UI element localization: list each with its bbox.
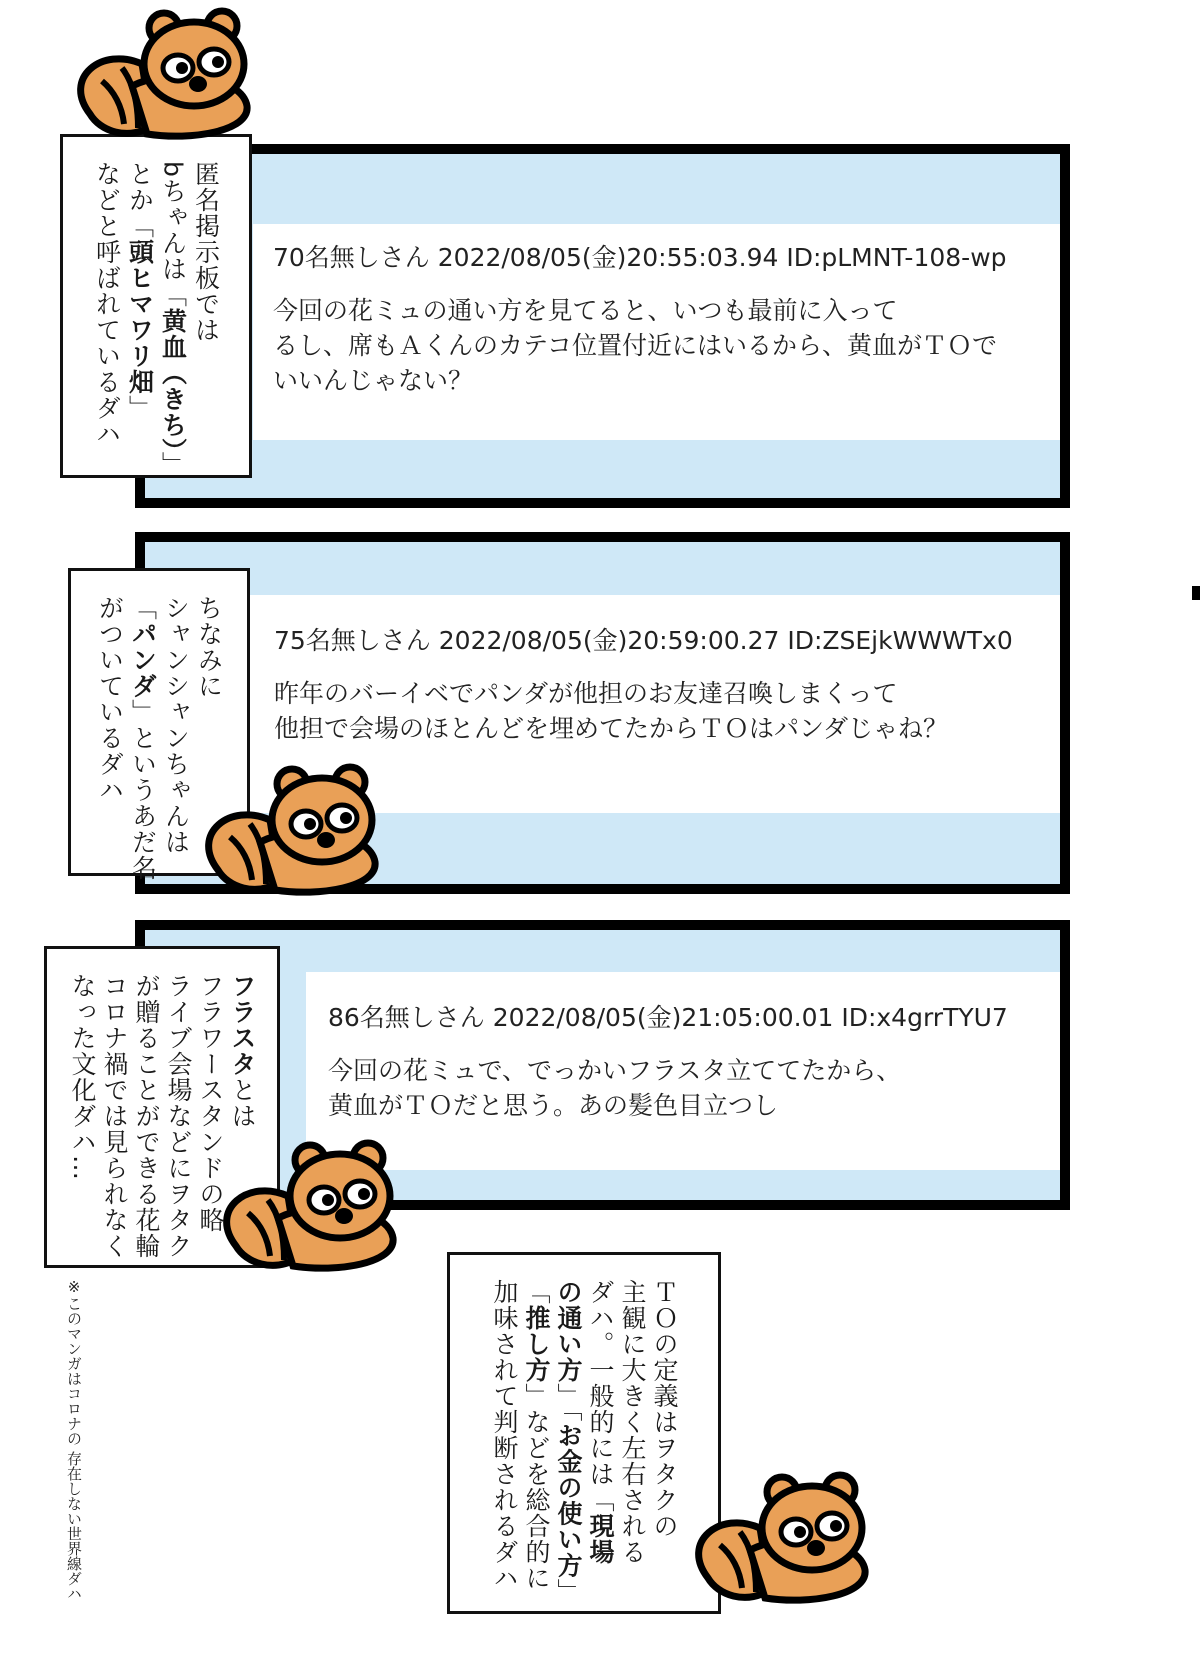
- page-edge-mark: [1192, 586, 1200, 600]
- narration-line: がついているダハ: [95, 595, 125, 803]
- post-line: るし、席もＡくんのカテコ位置付近にはいるから、黄血がＴＯで: [273, 331, 998, 360]
- narration-line: ＴＯの定義はヲタクの: [650, 1279, 679, 1539]
- narration-line: ちなみに: [194, 595, 224, 699]
- post-line: 昨年のバーイベでパンダが他担のお友達召喚しまくって: [274, 679, 898, 708]
- post-line: いいんじゃない？: [273, 366, 474, 395]
- footnote: [64, 1278, 83, 1601]
- narration-line: が贈ることができる花輪: [132, 973, 161, 1259]
- narration-line: なった文化ダハ…: [68, 973, 97, 1181]
- footnote-line: ※このマンガはコロナの: [65, 1278, 83, 1446]
- footnote-line: 存在しない世界線ダハ: [65, 1450, 83, 1601]
- post-header: 86名無しさん 2022/08/05(金)21:05:00.01 ID:x4grrTYU7: [328, 1003, 1008, 1032]
- narration-line: ダハ。一般的には「現場: [586, 1279, 615, 1565]
- narration-box-4: [447, 1252, 721, 1614]
- narration-line: 「パンダ」というあだ名: [128, 595, 158, 881]
- tanuki-mascot-icon: [218, 1138, 408, 1288]
- post-body-3: [306, 972, 1060, 1170]
- tanuki-mascot-icon: [200, 762, 390, 912]
- narration-line: シャンシャンちゃんは: [161, 595, 191, 855]
- post-line: 黄血がＴＯだと思う。あの髪色目立つし: [328, 1091, 779, 1120]
- narration-line: などと呼ばれているダハ: [92, 161, 122, 447]
- tanuki-mascot-icon: [72, 6, 262, 156]
- narration-line: 主観に大きく左右される: [618, 1279, 647, 1565]
- post-line: 他担で会場のほとんどを埋めてたからＴＯはパンダじゃね？: [274, 714, 949, 743]
- narration-line: 加味されて判断されるダハ: [490, 1279, 519, 1591]
- narration-line: 「推し方」などを総合的に: [522, 1279, 551, 1591]
- narration-line: とか「頭ヒマワリ畑」: [125, 161, 155, 421]
- post-line: 今回の花ミュの通い方を見てると、いつも最前に入って: [273, 296, 898, 325]
- tanuki-mascot-icon: [690, 1470, 880, 1620]
- narration-line: フラワースタンドの略: [196, 973, 225, 1233]
- narration-line: コロナ禍では見られなく: [100, 973, 129, 1259]
- narration-line: フラスタとは: [228, 973, 257, 1129]
- post-header: 75名無しさん 2022/08/05(金)20:59:00.27 ID:ZSEjkWWWTx0: [274, 626, 1013, 655]
- narration-box-1: [60, 134, 252, 478]
- narration-line: 匿名掲示板では: [191, 161, 221, 343]
- post-line: 今回の花ミュで、でっかいフラスタ立ててたから、: [328, 1056, 902, 1085]
- narration-line: ライブ会場などにヲタク: [164, 973, 193, 1259]
- narration-line: の通い方」「お金の使い方」: [554, 1279, 583, 1605]
- narration-line: bちゃんは「黄血（きち）」: [158, 161, 188, 478]
- post-header: 70名無しさん 2022/08/05(金)20:55:03.94 ID:pLMNT-108-wp: [273, 243, 1007, 272]
- post-body-1: [253, 224, 1060, 440]
